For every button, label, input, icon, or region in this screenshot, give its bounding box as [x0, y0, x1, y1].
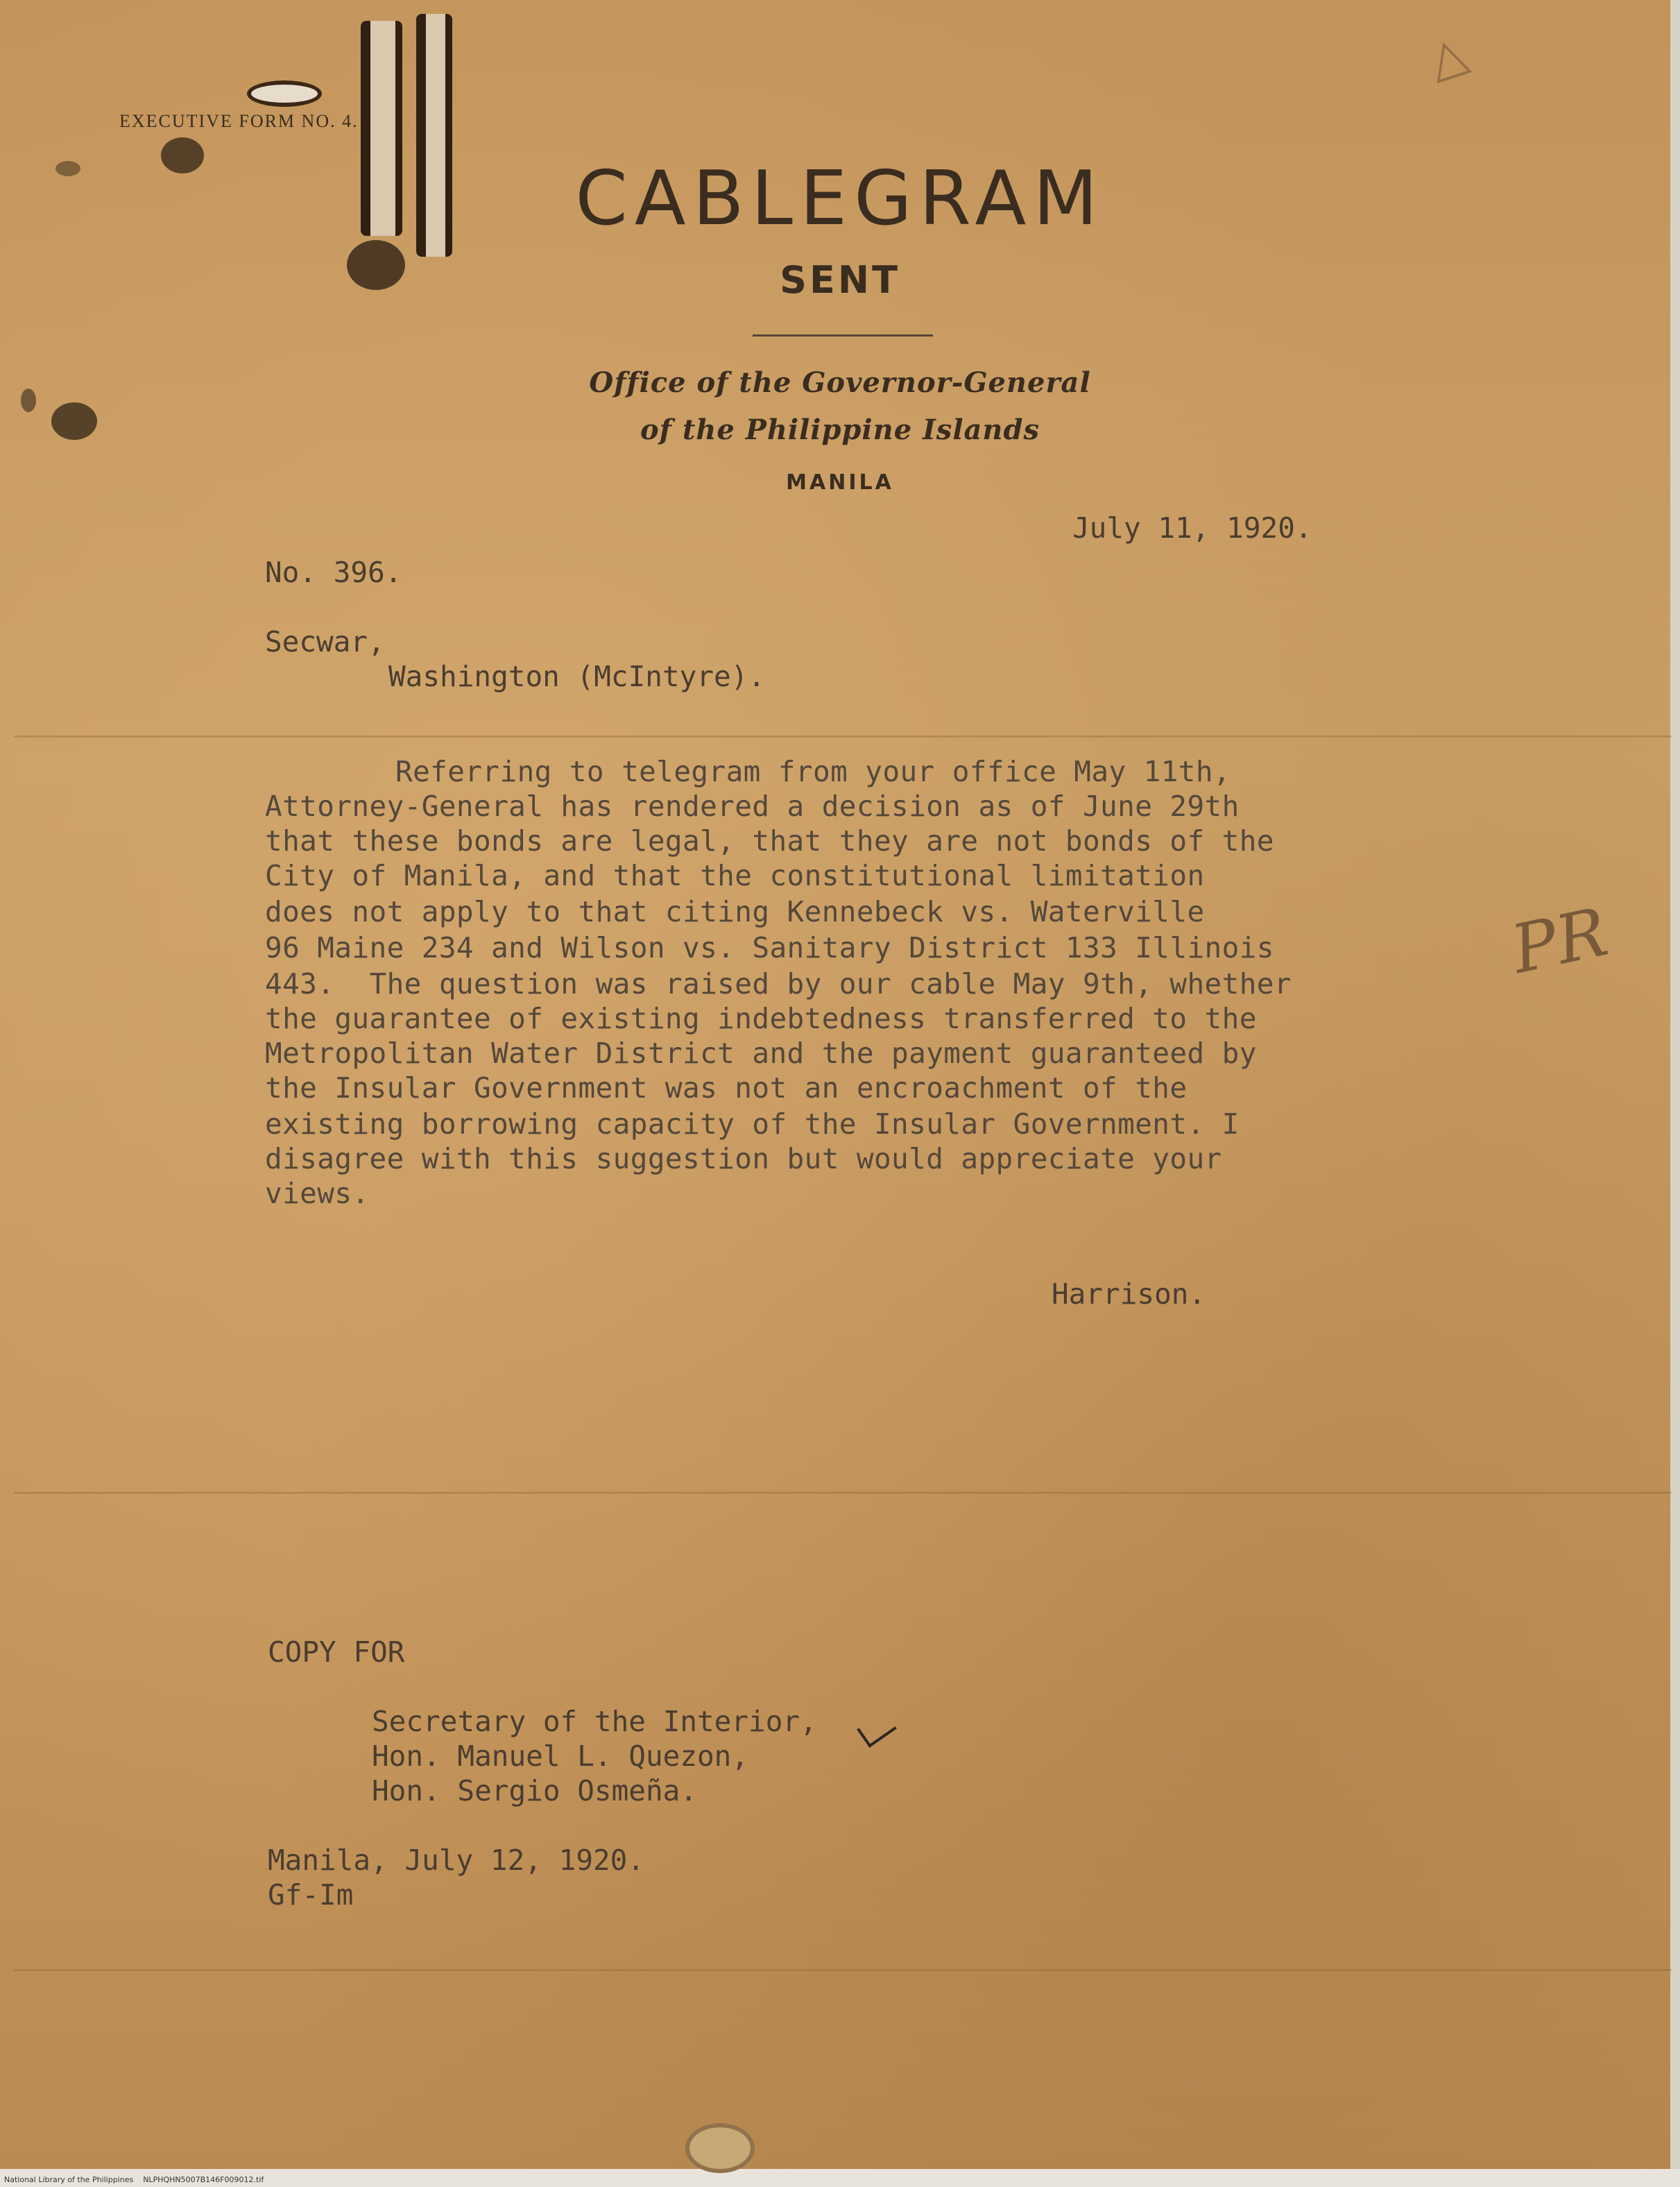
fold-line [14, 1492, 1672, 1494]
body-line: views. [265, 1177, 370, 1210]
document-title [0, 155, 1680, 242]
closing-place-date: Manila, July 12, 1920. [268, 1844, 645, 1877]
body-line: that these bonds are legal, that they are not bonds of the [265, 824, 1274, 858]
body-line: City of Manila, and that the constitutional limitation [265, 859, 1205, 892]
executive-form-number: EXECUTIVE FORM NO. 4. [119, 111, 359, 131]
body-line: existing borrowing capacity of the Insular Government. I [265, 1107, 1240, 1141]
paper-tear [685, 2123, 755, 2173]
copy-recipient: Hon. Sergio Osmeña. [372, 1774, 697, 1807]
copy-for-heading: COPY FOR [268, 1635, 405, 1669]
addressee-detail: Washington (McIntyre). [388, 660, 766, 693]
body-line: 443. The question was raised by our cable May 9th, whether [265, 967, 1292, 1001]
check-mark-icon [857, 1710, 897, 1748]
archive-footer-note: National Library of the Philippines NLPHQHN5007B146F009012.tif [4, 2175, 264, 2184]
scan-edge [1670, 0, 1680, 2187]
body-line: the Insular Government was not an encroachment of the [265, 1071, 1188, 1105]
message-number: No. 396. [265, 556, 402, 589]
fold-line [14, 735, 1672, 738]
handwritten-initials: PR [1505, 892, 1615, 989]
body-line: Attorney-General has rendered a decision as of June 29th [265, 790, 1240, 823]
copy-recipient: Secretary of the Interior, [372, 1705, 817, 1738]
copy-recipient: Hon. Manuel L. Quezon, [372, 1739, 749, 1773]
paper-hole [247, 80, 322, 107]
body-line: the guarantee of existing indebtedness transferred to the [265, 1002, 1257, 1035]
document-title-text: CABLEGRAM [575, 155, 1105, 242]
handwritten-mark: △ [1421, 23, 1475, 90]
body-line: 96 Maine 234 and Wilson vs. Sanitary District 133 Illinois [265, 931, 1274, 964]
addressee: Secwar, [265, 625, 385, 658]
message-date: July 11, 1920. [1072, 511, 1312, 545]
body-line: does not apply to that citing Kennebeck vs. Waterville [265, 895, 1205, 928]
office-name-line-2: of the Philippine Islands [640, 414, 1040, 446]
office-city: MANILA [786, 470, 894, 495]
fold-line [14, 1969, 1672, 1971]
closing-initials: Gf-Im [268, 1878, 354, 1912]
office-name-line-1: Office of the Governor-General [589, 366, 1091, 399]
signature: Harrison. [1052, 1277, 1206, 1311]
document-subtitle: SENT [780, 258, 900, 302]
body-line: Metropolitan Water District and the payment guaranteed by [265, 1037, 1257, 1070]
body-line: Referring to telegram from your office May 11th, [395, 755, 1231, 788]
body-line: disagree with this suggestion but would appreciate your [265, 1142, 1222, 1175]
letterhead-divider [753, 334, 933, 337]
